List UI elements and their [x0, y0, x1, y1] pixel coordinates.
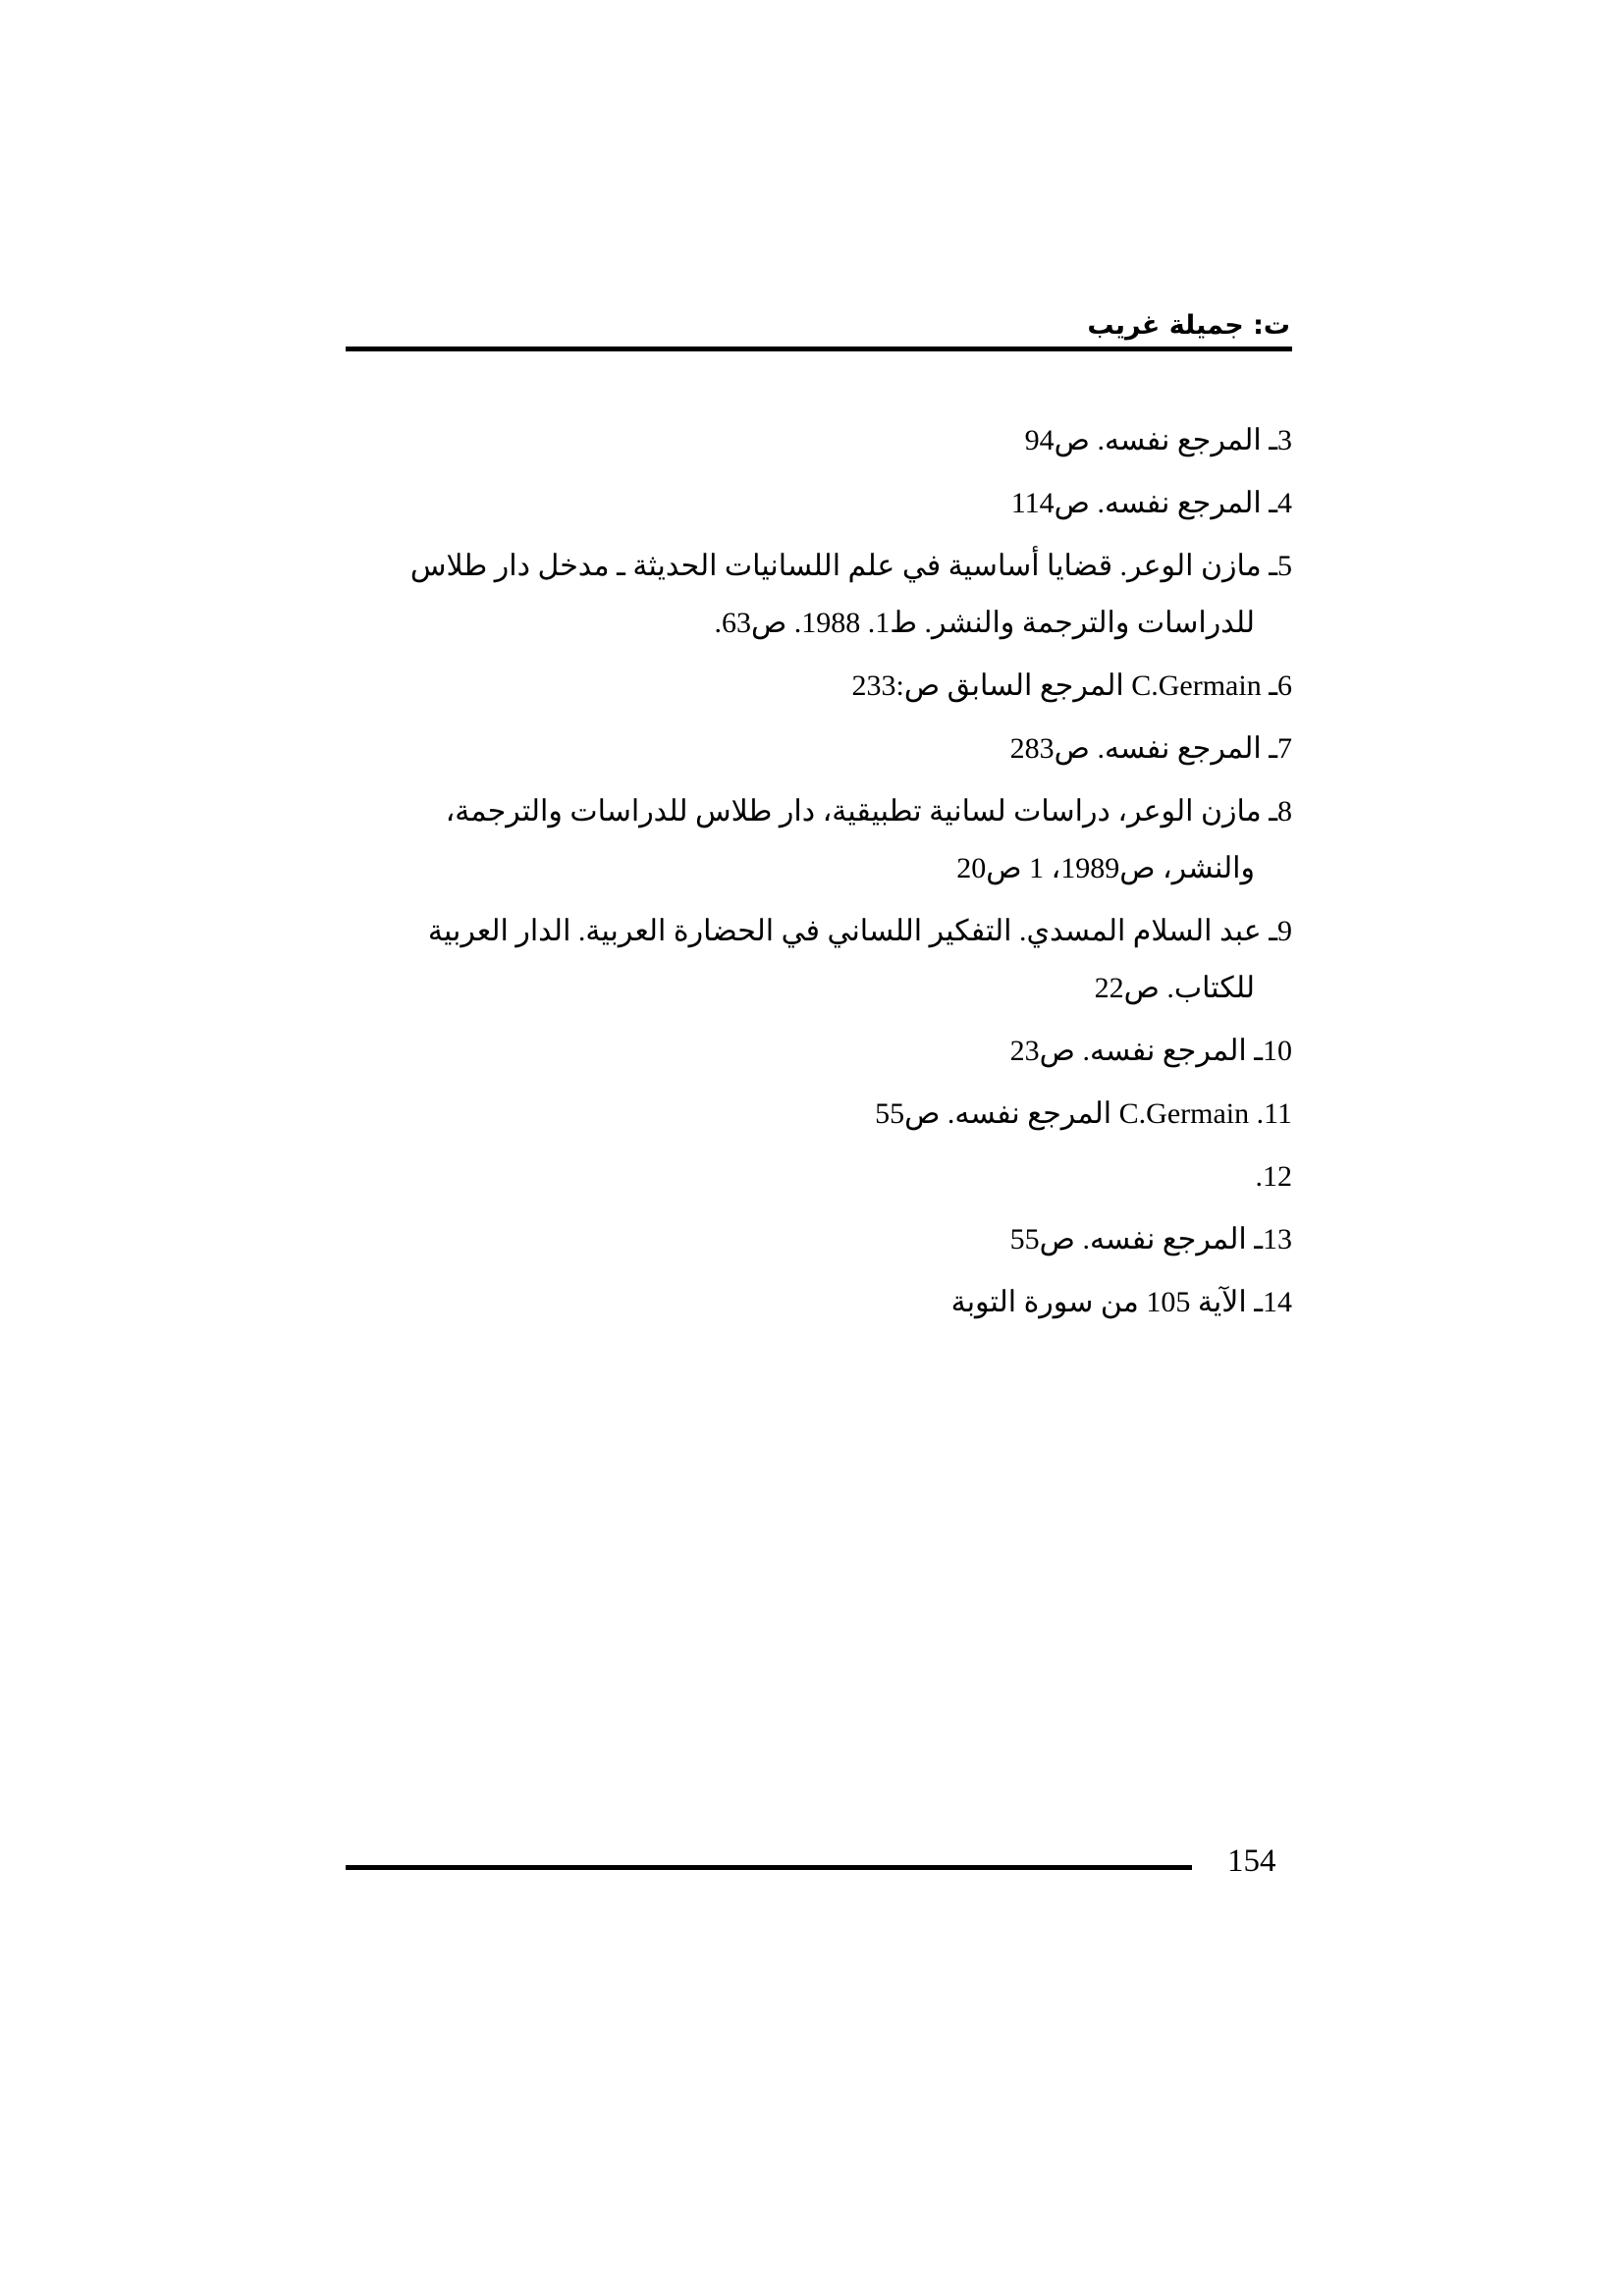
endnote-8 — [350, 783, 1292, 897]
endnote-7 — [350, 721, 1292, 777]
endnote-text: 3ـ المرجع نفسه. ص94 — [1024, 424, 1292, 456]
endnote-text: 6ـ C.Germain المرجع السابق ص:233 — [851, 669, 1292, 702]
endnote-text: 13ـ المرجع نفسه. ص55 — [1009, 1223, 1292, 1255]
header-rule — [346, 347, 1292, 351]
footer-rule — [346, 1865, 1192, 1870]
endnote-13 — [350, 1211, 1292, 1268]
page-number: 154 — [1227, 1843, 1276, 1879]
endnote-text: 9ـ عبد السلام المسدي. التفكير اللساني في الحضارة العربية. الدار العربية — [427, 915, 1292, 947]
endnote-text: 14ـ الآية 105 من سورة التوبة — [950, 1286, 1292, 1318]
running-head: ت: جميلة غريب — [1087, 310, 1290, 341]
endnote-3 — [350, 412, 1292, 469]
endnotes-list — [350, 412, 1292, 1337]
endnote-12 — [350, 1148, 1292, 1205]
endnote-4 — [350, 475, 1292, 532]
endnote-9 — [350, 903, 1292, 1017]
endnote-text: 12. — [1255, 1160, 1292, 1193]
endnote-text: 5ـ مازن الوعر. قضايا أساسية في علم اللسانيات الحديثة ـ مدخل دار طلاس — [409, 550, 1292, 582]
endnote-5 — [350, 538, 1292, 652]
endnote-text: 10ـ المرجع نفسه. ص23 — [1009, 1035, 1292, 1067]
endnote-11 — [350, 1086, 1292, 1143]
endnote-text: 7ـ المرجع نفسه. ص283 — [1009, 732, 1292, 765]
endnote-text: 4ـ المرجع نفسه. ص114 — [1010, 487, 1292, 519]
endnote-text: 8ـ مازن الوعر، دراسات لسانية تطبيقية، دار طلاس للدراسات والترجمة، — [445, 795, 1292, 828]
endnote-text: 11. C.Germain المرجع نفسه. ص55 — [875, 1097, 1292, 1130]
endnote-continuation: والنشر، ص1989، 1 ص20 — [956, 852, 1255, 884]
endnote-continuation: للكتاب. ص22 — [1094, 972, 1255, 1004]
endnote-continuation: للدراسات والترجمة والنشر. ط1. 1988. ص63. — [714, 607, 1255, 639]
endnote-14 — [350, 1274, 1292, 1331]
endnote-10 — [350, 1023, 1292, 1080]
endnote-6 — [350, 658, 1292, 715]
